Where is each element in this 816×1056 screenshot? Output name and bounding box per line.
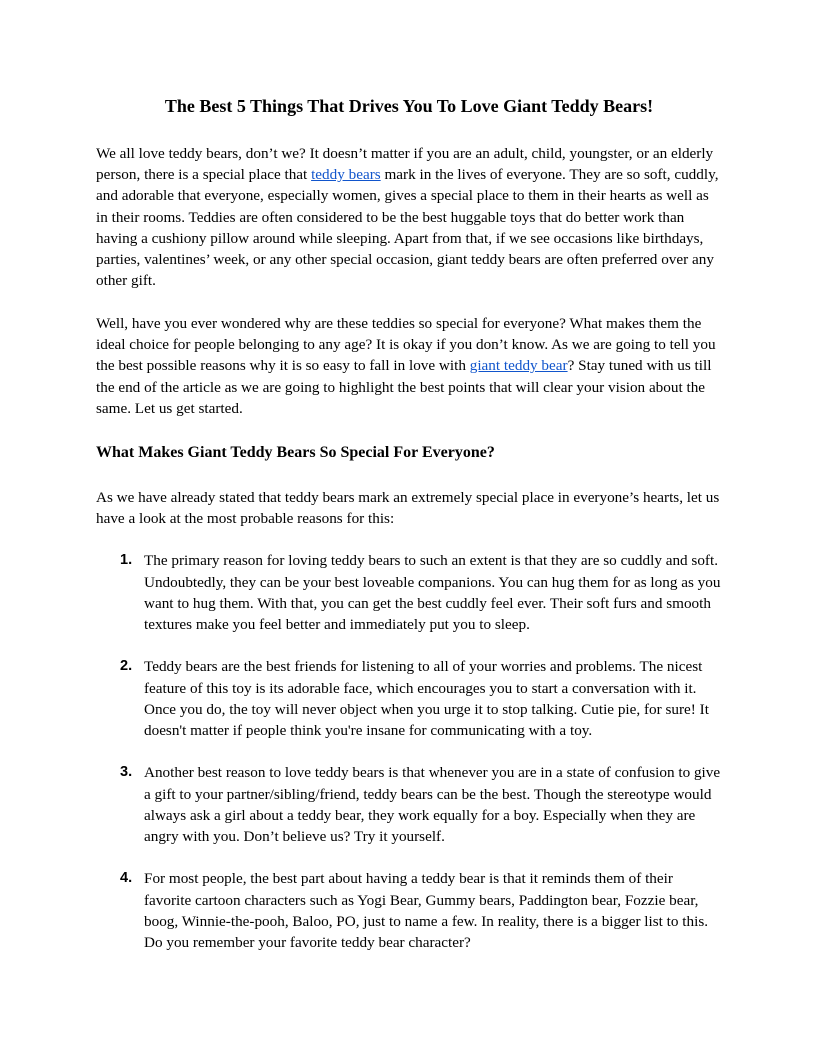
second-text-end: ? Stay tuned with us till the end of the article as we are going to highlight the best points that will clear your vision about the same. Let us get started. <box>96 357 712 417</box>
document-title: The Best 5 Things That Drives You To Love Giant Teddy Bears! <box>164 96 654 116</box>
reason-text: The primary reason for loving teddy bears to such an extent is that they are so cuddly and soft. Undoubtedly, they can be your best loveable companions. You can hug them for as long as you want to hug them. With that, you can get the best cuddly feel ever. Their soft furs and smooth textures make you feel better and immediately put you to sleep. <box>144 552 721 633</box>
intro-paragraph <box>96 143 722 291</box>
second-paragraph <box>96 313 722 419</box>
reason-item-3 <box>96 762 722 847</box>
giant-teddy-bear-link[interactable]: giant teddy bear <box>469 357 568 375</box>
document-page <box>96 94 722 974</box>
reasons-list <box>96 550 722 953</box>
reason-text: Another best reason to love teddy bears is that whenever you are in a state of confusion to give a gift to your partner/sibling/friend, teddy bears can be the best. Though the stereotype would always ask a girl about a teddy bear, they work equally for a boy. Especially when they are angry with you. Don’t believe us? Try it yourself. <box>144 764 721 845</box>
list-number: 4. <box>120 870 133 887</box>
second-text-start: Well, have you ever wondered why are these teddies so special for everyone? What makes them the ideal choice for people belonging to any age? It is okay if you don’t know. As we are going to tell you the best possible reasons why it is so easy to fall in love with <box>96 314 716 375</box>
reason-text: For most people, the best part about having a teddy bear is that it reminds them of their favorite cartoon characters such as Yogi Bear, Gummy bears, Paddington bear, Fozzie bear, boog, Winnie-the-pooh, Baloo, PO, just to name a few. In reality, there is a bigger list to this. Do you remember your favorite teddy bear character? <box>144 870 709 951</box>
reason-text: Teddy bears are the best friends for listening to all of your worries and problems. The nicest feature of this toy is its adorable face, which encourages you to start a conversation with it. Once you do, the toy will never object when you urge it to stop talking. Cutie pie, for sure! It doesn't matter if people think you're insane for communicating with a toy. <box>144 658 709 739</box>
lead-paragraph: As we have already stated that teddy bears mark an extremely special place in everyone’s hearts, let us have a look at the most probable reasons for this: <box>96 488 720 528</box>
teddy-bears-link[interactable]: teddy bears <box>311 166 381 184</box>
intro-text-end: mark in the lives of everyone. They are so soft, cuddly, and adorable that everyone, especially women, gives a special place to them in their hearts as well as in their rooms. Teddies are often considered to be the best huggable toys that do better work than having a cushiony pillow around while sleeping. Apart from that, if we see occasions like birthdays, parties, valentines’ week, or any other special occasion, giant teddy bears are often preferred over any other gift. <box>96 166 719 290</box>
reason-item-1 <box>96 550 722 635</box>
reason-item-4 <box>96 868 722 953</box>
reason-item-2 <box>96 656 722 741</box>
list-number: 2. <box>120 658 133 675</box>
list-number: 3. <box>120 764 133 781</box>
section-heading: What Makes Giant Teddy Bears So Special For Everyone? <box>96 443 495 461</box>
intro-text-start: We all love teddy bears, don’t we? It doesn’t matter if you are an adult, child, youngster, or an elderly person, there is a special place that <box>96 145 714 184</box>
list-number: 1. <box>120 552 133 569</box>
